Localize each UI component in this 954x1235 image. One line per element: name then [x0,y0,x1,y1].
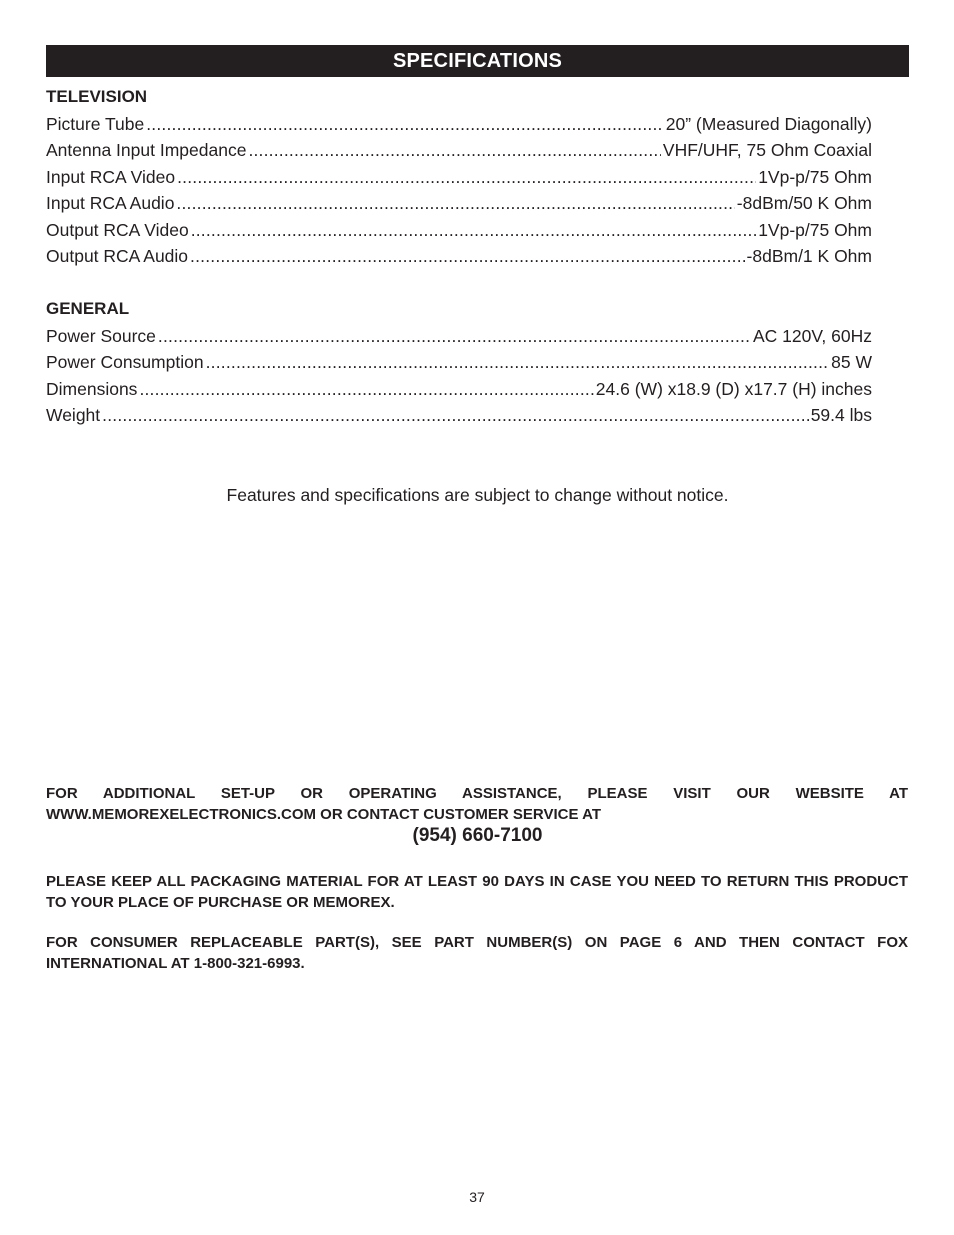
section-heading-general: GENERAL [46,299,130,318]
spec-value: AC 120V, 60Hz [752,326,872,346]
spec-label: Weight [46,405,101,425]
spec-value: -8dBm/50 K Ohm [736,193,872,213]
dot-leader [248,139,660,161]
section-heading-television: TELEVISION [46,87,148,106]
spec-row-output-rca-audio [46,245,872,267]
spec-label: Input RCA Audio [46,193,175,213]
spec-row-dimensions [46,378,872,400]
spec-row-input-rca-audio [46,192,872,214]
spec-row-output-rca-video [46,219,872,241]
spec-value: -8dBm/1 K Ohm [746,246,872,266]
spec-row-power-consumption [46,351,872,373]
spec-label: Output RCA Audio [46,246,189,266]
spec-row-antenna-input-impedance [46,139,872,161]
spec-label: Antenna Input Impedance [46,140,247,160]
spec-label: Output RCA Video [46,220,189,240]
dot-leader [191,219,757,241]
dot-leader [206,351,830,373]
spec-value: 24.6 (W) x18.9 (D) x17.7 (H) inches [595,379,872,399]
page-number: 37 [469,1189,485,1205]
dot-leader [190,245,744,267]
spec-label: Picture Tube [46,114,145,134]
spec-value: VHF/UHF, 75 Ohm Coaxial [662,140,872,160]
customer-service-phone: (954) 660-7100 [412,825,543,846]
spec-row-input-rca-video [46,166,872,188]
dot-leader [139,378,593,400]
dot-leader [146,113,664,135]
spec-value: 59.4 lbs [810,405,872,425]
replacement-parts-paragraph: FOR CONSUMER REPLACEABLE PART(S), SEE PART NUMBER(S) ON PAGE 6 AND THEN CONTACT FOX INTERNATIONAL AT 1-800-321-6993. [46,934,908,972]
spec-value: 20” (Measured Diagonally) [665,114,872,134]
spec-value: 1Vp-p/75 Ohm [758,167,872,187]
dot-leader [176,192,734,214]
spec-label: Power Source [46,326,156,346]
spec-value: 1Vp-p/75 Ohm [758,220,872,240]
spec-row-picture-tube [46,113,872,135]
spec-value: 85 W [831,352,872,372]
change-notice: Features and specifications are subject to change without notice. [226,485,729,505]
dot-leader [102,404,809,426]
page-title: SPECIFICATIONS [46,45,909,77]
packaging-paragraph: PLEASE KEEP ALL PACKAGING MATERIAL FOR AT LEAST 90 DAYS IN CASE YOU NEED TO RETURN THIS PRODUCT TO YOUR PLACE OF PURCHASE OR MEMOREX. [46,873,908,911]
spec-label: Input RCA Video [46,167,176,187]
spec-label: Power Consumption [46,352,204,372]
assistance-paragraph: FOR ADDITIONAL SET-UP OR OPERATING ASSISTANCE, PLEASE VISIT OUR WEBSITE AT WWW.MEMOREXELECTRONICS.COM OR CONTACT CUSTOMER SERVICE AT [46,785,908,823]
dot-leader [158,325,751,347]
spec-row-power-source [46,325,872,347]
spec-label: Dimensions [46,379,138,399]
dot-leader [177,166,756,188]
spec-row-weight [46,404,872,426]
